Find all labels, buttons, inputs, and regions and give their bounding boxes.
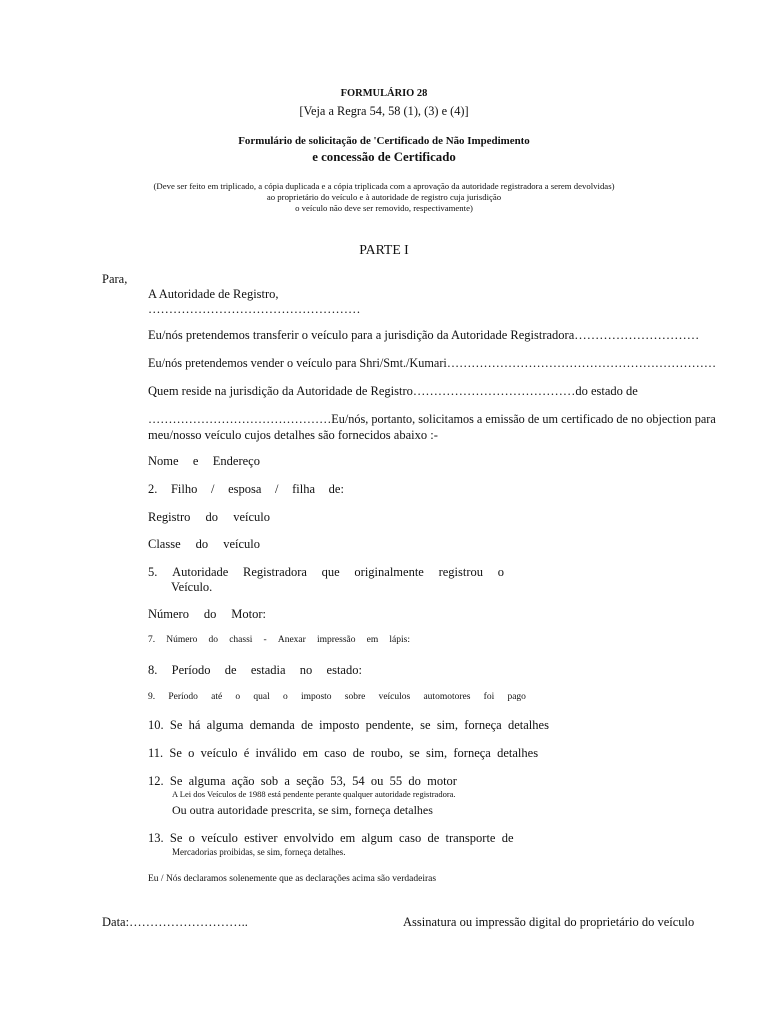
field-word: pago bbox=[507, 692, 526, 702]
field-word: Nome bbox=[148, 454, 179, 468]
field-item-12-subtext: A Lei dos Veículos de 1988 está pendente perante qualquer autoridade registradora. bbox=[172, 789, 456, 799]
field-word: sobre bbox=[344, 692, 366, 702]
field-word: que bbox=[321, 565, 340, 579]
field-word: originalmente bbox=[354, 565, 424, 579]
field-word: em bbox=[366, 635, 379, 645]
field-item-5 bbox=[148, 565, 504, 580]
field-word: o bbox=[235, 692, 241, 702]
field-word: Classe bbox=[148, 537, 181, 551]
sell-statement: Eu/nós pretendemos vender o veículo para Shri/Smt./Kumari………………………………………………………… bbox=[148, 356, 717, 370]
addressee-blank: …………………………………………… bbox=[148, 302, 361, 316]
salutation: Para, bbox=[102, 272, 128, 286]
field-word: 2. bbox=[148, 482, 158, 496]
field-word: do bbox=[203, 607, 217, 621]
instructions-line3: o veículo não deve ser removido, respectivamente) bbox=[295, 203, 473, 213]
field-word: Motor: bbox=[231, 607, 266, 621]
rule-reference: [Veja a Regra 54, 58 (1), (3) e (4)] bbox=[299, 104, 469, 118]
field-word: 7. bbox=[148, 635, 156, 645]
field-word: esposa bbox=[228, 482, 262, 496]
field-word: impressão bbox=[316, 635, 356, 645]
field-engine-number bbox=[148, 607, 266, 622]
field-word: estadia bbox=[250, 663, 286, 677]
instructions-line1: (Deve ser feito em triplicado, a cópia duplicada e a cópia triplicada com a aprovação da autoridade registradora a serem devolvidas) bbox=[153, 181, 615, 191]
field-item-11: 11. Se o veículo é inválido em caso de roubo, se sim, forneça detalhes bbox=[148, 746, 539, 760]
field-word: veículos bbox=[378, 692, 411, 702]
part-heading: PARTE I bbox=[359, 242, 409, 257]
field-word: o bbox=[282, 692, 288, 702]
field-item-10: 10. Se há alguma demanda de imposto pendente, se sim, forneça detalhes bbox=[148, 718, 549, 732]
field-word: Filho bbox=[170, 482, 198, 496]
transfer-statement: Eu/nós pretendemos transferir o veículo para a jurisdição da Autoridade Registradora………………………… bbox=[148, 328, 700, 342]
field-registration bbox=[148, 510, 270, 525]
field-word: filha bbox=[292, 482, 316, 496]
request-statement-line2: meu/nosso veículo cujos detalhes são fornecidos abaixo :- bbox=[148, 428, 438, 442]
field-word: e bbox=[192, 454, 199, 468]
field-word: de bbox=[224, 663, 237, 677]
field-word: de: bbox=[328, 482, 344, 496]
field-word: do bbox=[208, 635, 219, 645]
field-word: 9. bbox=[148, 692, 156, 702]
field-item-12-continuation: Ou outra autoridade prescrita, se sim, forneça detalhes bbox=[172, 803, 433, 817]
field-word: lápis: bbox=[389, 635, 410, 645]
field-word: qual bbox=[253, 692, 270, 702]
instructions-line2: ao proprietário do veículo e à autoridade de registro cuja jurisdição bbox=[266, 192, 502, 202]
field-item-13-subtext: Mercadorias proibidas, se sim, forneça detalhes. bbox=[172, 847, 346, 857]
field-word: Anexar bbox=[277, 635, 306, 645]
form-title-line2: e concessão de Certificado bbox=[312, 150, 456, 164]
field-word: chassi bbox=[229, 635, 253, 645]
field-word: Autoridade bbox=[172, 565, 229, 579]
field-word: o bbox=[497, 565, 504, 579]
field-word: Número bbox=[166, 635, 198, 645]
field-word: no bbox=[299, 663, 313, 677]
field-word: Registradora bbox=[243, 565, 307, 579]
declaration: Eu / Nós declaramos solenemente que as declarações acima são verdadeiras bbox=[148, 874, 437, 884]
signature-field: Assinatura ou impressão digital do proprietário do veículo bbox=[403, 915, 695, 929]
field-item-5-continuation: Veículo. bbox=[171, 580, 213, 594]
field-item-8 bbox=[148, 663, 362, 678]
field-item-13: 13. Se o veículo estiver envolvido em algum caso de transporte de bbox=[148, 831, 514, 845]
field-word: estado: bbox=[326, 663, 362, 677]
field-item-12: 12. Se alguma ação sob a seção 53, 54 ou 55 do motor bbox=[148, 774, 457, 788]
field-word: Período bbox=[171, 663, 211, 677]
field-word: Endereço bbox=[212, 454, 260, 468]
date-field: Data:……………………….. bbox=[102, 915, 248, 929]
addressee: A Autoridade de Registro, bbox=[148, 287, 279, 301]
form-number: FORMULÁRIO 28 bbox=[340, 88, 428, 99]
field-word: 8. bbox=[148, 663, 158, 677]
request-statement-line1: ………………………………………Eu/nós, portanto, solicitamos a emissão de um certificado de no objection para bbox=[148, 412, 716, 426]
field-word: do bbox=[205, 510, 219, 524]
field-word: Número bbox=[148, 607, 189, 621]
field-item-9 bbox=[148, 692, 526, 702]
field-word: / bbox=[211, 482, 215, 496]
field-word: / bbox=[275, 482, 279, 496]
field-word: do bbox=[195, 537, 209, 551]
residence-statement: Quem reside na jurisdição da Autoridade de Registro…………………………………do estado de bbox=[148, 384, 638, 398]
field-word: - bbox=[263, 635, 267, 645]
field-item-2 bbox=[148, 482, 344, 497]
field-word: automotores bbox=[423, 692, 471, 702]
field-word: foi bbox=[483, 692, 495, 702]
form-title-line1: Formulário de solicitação de 'Certificado de Não Impedimento bbox=[238, 135, 530, 147]
field-vehicle-class bbox=[148, 537, 260, 552]
field-word: veículo bbox=[223, 537, 260, 551]
field-word: registrou bbox=[438, 565, 483, 579]
field-word: até bbox=[211, 692, 223, 702]
field-name-address bbox=[148, 454, 260, 469]
field-word: imposto bbox=[300, 692, 332, 702]
field-word: Registro bbox=[148, 510, 191, 524]
field-item-7 bbox=[148, 635, 410, 645]
field-word: Período bbox=[168, 692, 198, 702]
field-word: 5. bbox=[148, 565, 158, 579]
field-word: veículo bbox=[233, 510, 270, 524]
